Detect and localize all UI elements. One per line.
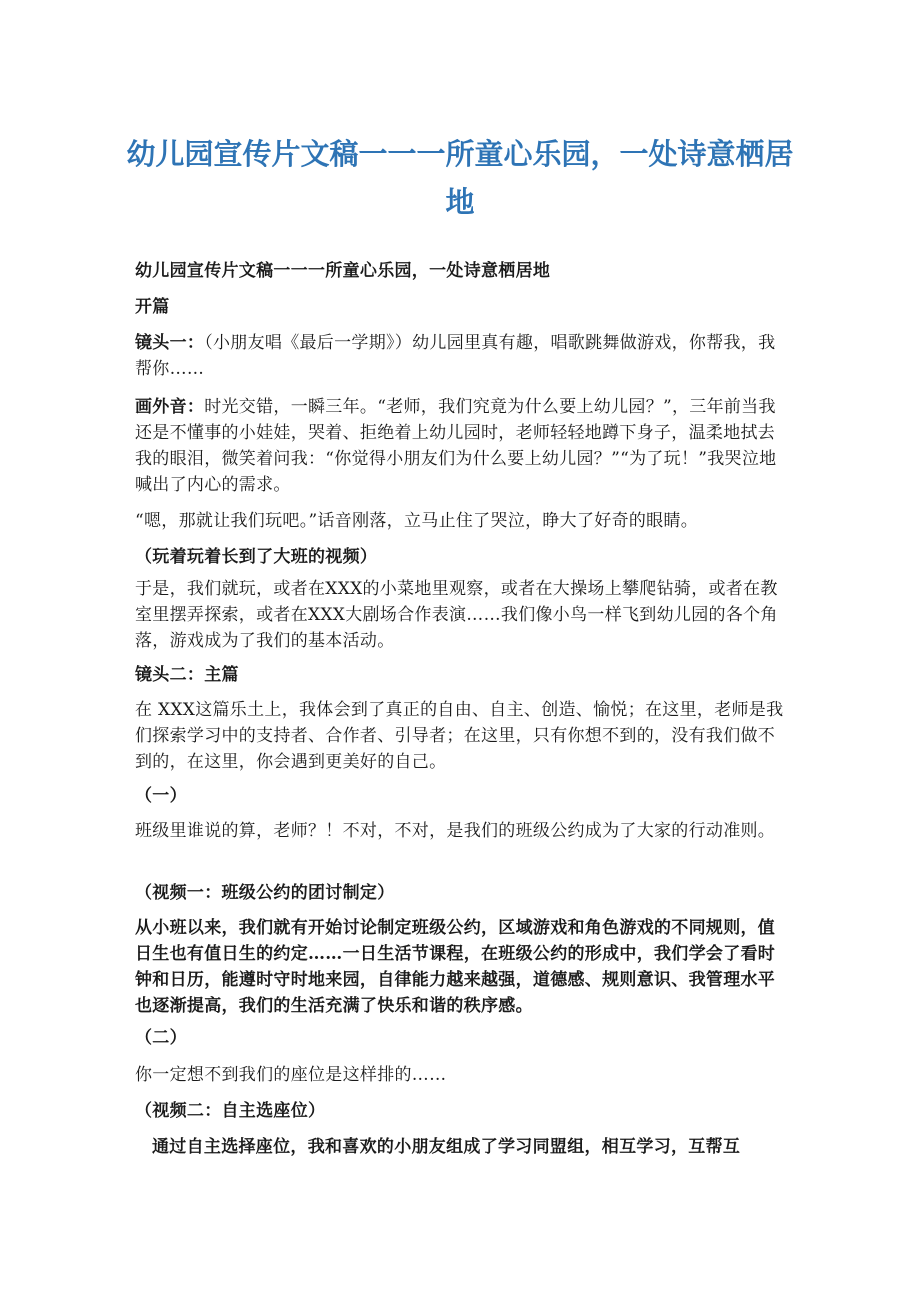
section2-heading: （二） [135,1028,187,1048]
shot1-text: （小朋友唱《最后一学期》）幼儿园里真有趣，唱歌跳舞做游戏，你帮我，我帮你…… [135,333,776,379]
freedom-paragraph: 在 XXX这篇乐土上，我体会到了真正的自由、自主、创造、愉悦；在这里，老师是我们探索学习中的支持者、合作者、引导者；在这里，只有你想不到的，没有我们做不到的，在这里，你会遇到更美好的自己。 [135,700,784,772]
voiceover-paragraph [135,394,790,498]
shot2-heading: 镜头二：主篇 [135,665,239,685]
video2-heading: （视频二：自主选座位） [135,1101,326,1121]
document-subtitle: 幼儿园宣传片文稿一一一所童心乐园，一处诗意栖居地 [135,261,551,281]
voiceover-label: 画外音： [135,397,205,417]
shot1-paragraph [135,330,790,382]
section1-heading: （一） [135,786,187,806]
opening-heading: 开篇 [135,297,170,317]
play-paragraph: 于是，我们就玩，或者在XXX的小菜地里观察，或者在大操场上攀爬钻骑，或者在教室里摆弄探索，或者在XXX大剧场合作表演……我们像小鸟一样飞到幼儿园的各个角落，游戏成为了我们的基本活动。 [135,579,778,651]
reply-paragraph: “嗯，那就让我们玩吧。”话音刚落，立马止住了哭泣，睁大了好奇的眼睛。 [135,511,699,531]
video-grow-heading: （玩着玩着长到了大班的视频） [135,547,378,567]
seats-paragraph: 你一定想不到我们的座位是这样排的…… [135,1065,447,1085]
rules-paragraph: 从小班以来，我们就有开始讨论制定班级公约，区域游戏和角色游戏的不同规则，值日生也有值日生的约定……一日生活节课程，在班级公约的形成中，我们学会了看时钟和日历，能遵时守时地来园，自律能力越来越强，道德感、规则意识、我管理水平也逐渐提高，我们的生活充满了快乐和谐的秩序感。 [135,918,776,1016]
document-title: 幼儿园宣传片文稿一一一所童心乐园，一处诗意栖居地 [126,137,794,219]
video1-heading: （视频一：班级公约的团讨制定） [135,883,395,903]
choose-paragraph: 通过自主选择座位，我和喜欢的小朋友组成了学习同盟组，相互学习，互帮互 [152,1137,741,1157]
class-paragraph: 班级里谁说的算，老师？！不对，不对，是我们的班级公约成为了大家的行动准则。 [135,821,776,841]
shot1-label: 镜头一： [135,333,205,353]
voiceover-text: 时光交错，一瞬三年。“老师，我们究竟为什么要上幼儿园？”，三年前当我还是不懂事的小娃娃，哭着、拒绝着上幼儿园时，老师轻轻地蹲下身子，温柔地拭去我的眼泪，微笑着问我：“你觉得小朋友们为什么要上幼儿园？”“为了玩！”我哭泣地喊出了内心的需求。 [135,397,777,495]
